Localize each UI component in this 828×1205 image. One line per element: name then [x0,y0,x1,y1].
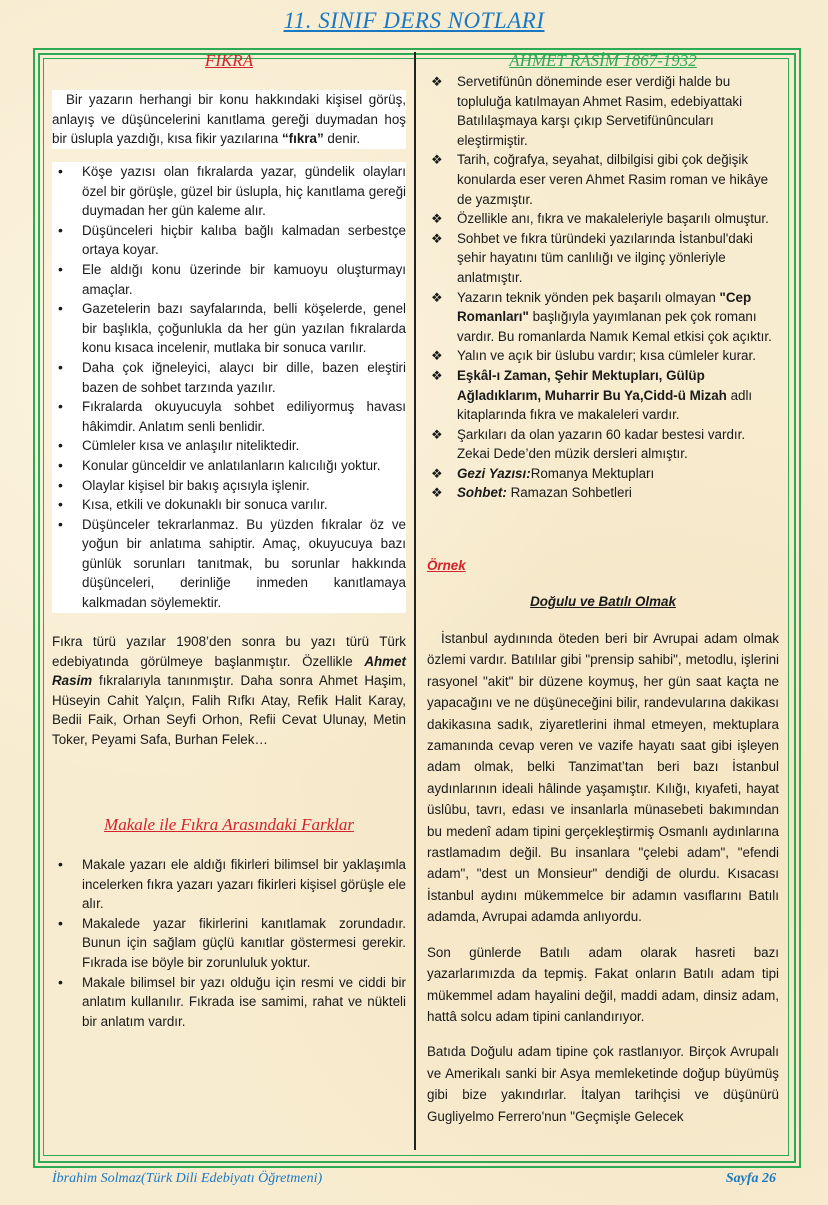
text-segment: Servetifünûn döneminde eser verdiği halde bu topluluğa katılmayan Ahmet Rasim, edebiyattaki Batılılaşmaya karşı çıkıp Servetifünûncuları eleştirmiştir. [457,74,743,148]
example-label: Örnek [427,558,466,573]
text-segment: Gazetelerin bazı sayfalarında, belli köşelerde, genel bir başlıkla, çoğunlukla da her gün yazılan fıkralarda konu kısaca incelenir, mutlaka bir sonuca varılır. [82,301,406,356]
list-item [52,855,406,914]
column-divider [414,52,416,1150]
emphasized-text: "Cep Romanları" [457,289,752,325]
text-segment: Daha çok iğneleyici, alaycı bir dille, bazen eleştiri bazen de sohbet tarzında yazılır. [82,359,406,395]
fikra-definition [52,90,406,149]
list-item [52,299,406,358]
text-segment: fıkralarıyla tanınmıştır. Daha sonra Ahmet Haşim, Hüseyin Cahit Yalçın, Falih Rıfkı Atay, Refik Halit Karay, Bedii Faik, Orhan Seyfi Orhon, Refii Cevat Ulunay, Metin Toker, Peyami Safa, Burhan Felek… [52,673,406,747]
differences-title-wrap [52,815,406,835]
list-item [427,209,779,229]
fikra-title: FIKRA [204,51,254,70]
footer-page-number: Sayfa 26 [725,1171,776,1186]
emphasized-text: Gezi Yazısı: [457,465,531,481]
list-item [52,914,406,973]
rasim-title-wrap [427,51,779,71]
text-segment: Cümleler kısa ve anlaşılır niteliktedir. [82,438,300,454]
text-segment: başlığıyla yayımlanan pek çok romanı vardır. Bu romanlarda Namık Kemal etkisi çok açıktır. [457,309,772,344]
diamond-bullet-icon: ❖ [431,465,443,481]
example-paragraph: İstanbul aydınında öteden beri bir Avrupai adam olmak özlemi vardır. Batılılar gibi "prensip sahibi", metodlu, işlerini rasyonel "akit" bir düzene koymuş, her gün saat kaçta ne yapacağını ve ne düşüneceğini bilir, randevularına dakikası dakikasına sadık, ziyaretlerini ihmal etmeyen, mektuplara zamanında cevap veren ve vazife hayatı saat gibi işleyen adam olmak, belki Tanzimat’tan beri bazı İstanbul aydınlarının ideali hâlinde yaşamıştır. Kılığı, kıyafeti, hayat üslûbu, tavrı, edası ve insanlarla münasebeti bakımından bu medenî adam tipini gerçekleştirmiş Osmanlı aydınlarına rastlamadım değil. Bu insanlara "çelebi adam", "efendi adam", "dest un Monsieur" dendiği de olurdu. Kısacası İstanbul aydını mükemmelce bir adamın vasıflarını Batılı adamda, Avrupai adamda anlıyordu. [427,631,779,925]
differences-list [52,855,406,1031]
text-segment: Ele aldığı konu üzerinde bir kamuoyu oluşturmayı amaçlar. [82,261,406,297]
list-item [427,346,779,366]
list-item [52,436,406,456]
differences-title: Makale ile Fıkra Arasındaki Farklar [104,815,354,834]
list-item [52,260,406,299]
fikra-title-wrap [52,51,406,71]
diamond-bullet-icon: ❖ [431,426,443,442]
text-segment: Özellikle anı, fıkra ve makaleleriyle başarılı olmuştur. [457,211,769,227]
example-text [427,628,779,1127]
text-segment: Romanya Mektupları [530,465,655,481]
list-item [52,476,406,496]
rasim-title: AHMET RASİM 1867-1932 [509,51,697,70]
text-segment: Konular günceldir ve anlatılanların kalıcılığı yoktur. [82,457,381,473]
text-segment: Düşünceleri hiçbir kalıba bağlı kalmadan serbestçe ortaya koyar. [82,222,406,258]
text-segment: Makale bilimsel bir yazı olduğu için resmi ve ciddi bir anlatım kullanılır. Fıkrada ise samimi, rahat ve nükteli bir anlatım vardır. [82,974,406,1029]
list-item [52,495,406,515]
diamond-bullet-icon: ❖ [431,485,443,501]
list-item [427,72,779,150]
list-item [427,425,779,464]
diamond-bullet-icon: ❖ [431,367,443,383]
emphasized-text: Sohbet: [457,485,507,501]
list-item [427,464,779,484]
diamond-bullet-icon: ❖ [431,289,443,305]
example-paragraph: Batıda Doğulu adam tipine çok rastlanıyor. Birçok Avrupalı ve Amerikalı sanki bir Asya memleketinde doğup büyümüş gibi bize yakındırlar. İtalyan tarihçisi ve düşünürü Gugliyelmo Ferrero'nun "Geçmişle Gelecek [427,1044,779,1124]
text-segment: Sohbet ve fıkra türündeki yazılarında İstanbul'daki şehir hayatını tüm canlılığı ve ilginç yönleriyle anlatmıştır. [457,230,753,285]
list-item [427,366,779,425]
list-item [52,973,406,1032]
list-item [427,150,779,209]
text-segment: Köşe yazısı olan fıkralarda yazar, gündelik olayları özel bir görüşle, güzel bir üslupla, hiç kanıtlama gereği duymadan her gün kaleme alır. [82,164,406,219]
list-item [52,358,406,397]
page-title: 11. SINIF DERS NOTLARI [283,8,545,33]
emphasized-text: Ahmet Rasim [52,653,406,689]
text-segment: Düşünceler tekrarlanmaz. Bu yüzden fıkralar öz ve yoğun bir anlatıma sahiptir. Amaç, okuyucuya bazı günlük sorunları tanıtmak, bu sorunlar hakkında düşünceleri, derinliğe inmeden kanıtlamaya kalkmadan söylemektir. [82,516,406,611]
list-item [52,397,406,436]
example-title: Doğulu ve Batılı Olmak [530,594,676,609]
list-item [427,229,779,288]
text-segment: Kısa, etkili ve dokunaklı bir sonuca varılır. [82,497,328,513]
text-segment: Yazarın teknik yönden pek başarılı olmayan [457,289,720,305]
text-segment: Makale yazarı ele aldığı fikirleri bilimsel bir yaklaşımla incelerken fıkra yazarı yazarı fikirleri kişisel görüşle ele alır. [82,857,406,912]
fikra-history-paragraph [52,632,406,750]
text-segment: Fıkra türü yazılar 1908’den sonra bu yazı türü Türk edebiyatında görülmeye başlanmıştır. Özellikle [52,634,406,669]
text-segment: Tarih, coğrafya, seyahat, dilbilgisi gibi çok değişik konularda eser veren Ahmet Rasim roman ve hikâye de yazmıştır. [457,152,769,207]
footer-author: İbrahim Solmaz(Türk Dili Edebiyatı Öğretmeni) [52,1171,323,1186]
list-item [52,221,406,260]
text-segment: Olaylar kişisel bir bakış açısıyla işlenir. [82,477,310,493]
rasim-facts-list [427,72,779,503]
list-item [427,483,779,503]
fikra-features-list [52,162,406,613]
text-segment: Bir yazarın herhangi bir konu hakkındaki kişisel görüş, anlayış ve düşüncelerini kanıtlama gereği duymadan hoş bir üslupla yazdığı, kısa fikir yazılarına [52,92,406,147]
list-item [52,515,406,613]
text-segment: adlı kitaplarında fıkra ve makaleleri vardır. [457,387,753,423]
text-segment: Makalede yazar fikirlerini kanıtlamak zorundadır. Bunun için sağlam güçlü kanıtlar göstermesi gerekir. Fıkrada ise böyle bir zorunluluk yoktur. [82,915,406,970]
list-item [52,162,406,221]
diamond-bullet-icon: ❖ [431,211,443,227]
text-segment: Ramazan Sohbetleri [506,485,632,501]
example-paragraph: Son günlerde Batılı adam olarak hasreti bazı yazarlarımızda da tepmiş. Fakat onların Batılı adam tipi mükemmel adam hayalini değil, maddi adam, dinsiz adam, hattâ solcu adam tipini canlandırıyor. [427,944,779,1024]
text-segment: denir. [323,131,361,147]
emphasized-text: Eşkâl-ı Zaman, Şehir Mektupları, Gülüp Ağladıklarım, Muharrir Bu Ya,Cidd-ü Mizah [457,367,727,403]
emphasized-text: “fıkra” [281,131,324,147]
text-segment: Fıkralarda okuyucuyla sohbet ediliyormuş havası hâkimdir. Anlatım senli benlidir. [82,399,406,434]
list-item [52,456,406,476]
diamond-bullet-icon: ❖ [431,230,443,246]
text-segment: Şarkıları da olan yazarın 60 kadar bestesi vardır. Zekai Dede’den müzik dersleri almıştır. [457,426,746,462]
list-item [427,288,779,347]
diamond-bullet-icon: ❖ [431,348,443,364]
diamond-bullet-icon: ❖ [431,74,443,89]
diamond-bullet-icon: ❖ [431,152,443,168]
text-segment: Yalın ve açık bir üslubu vardır; kısa cümleler kurar. [457,348,756,364]
